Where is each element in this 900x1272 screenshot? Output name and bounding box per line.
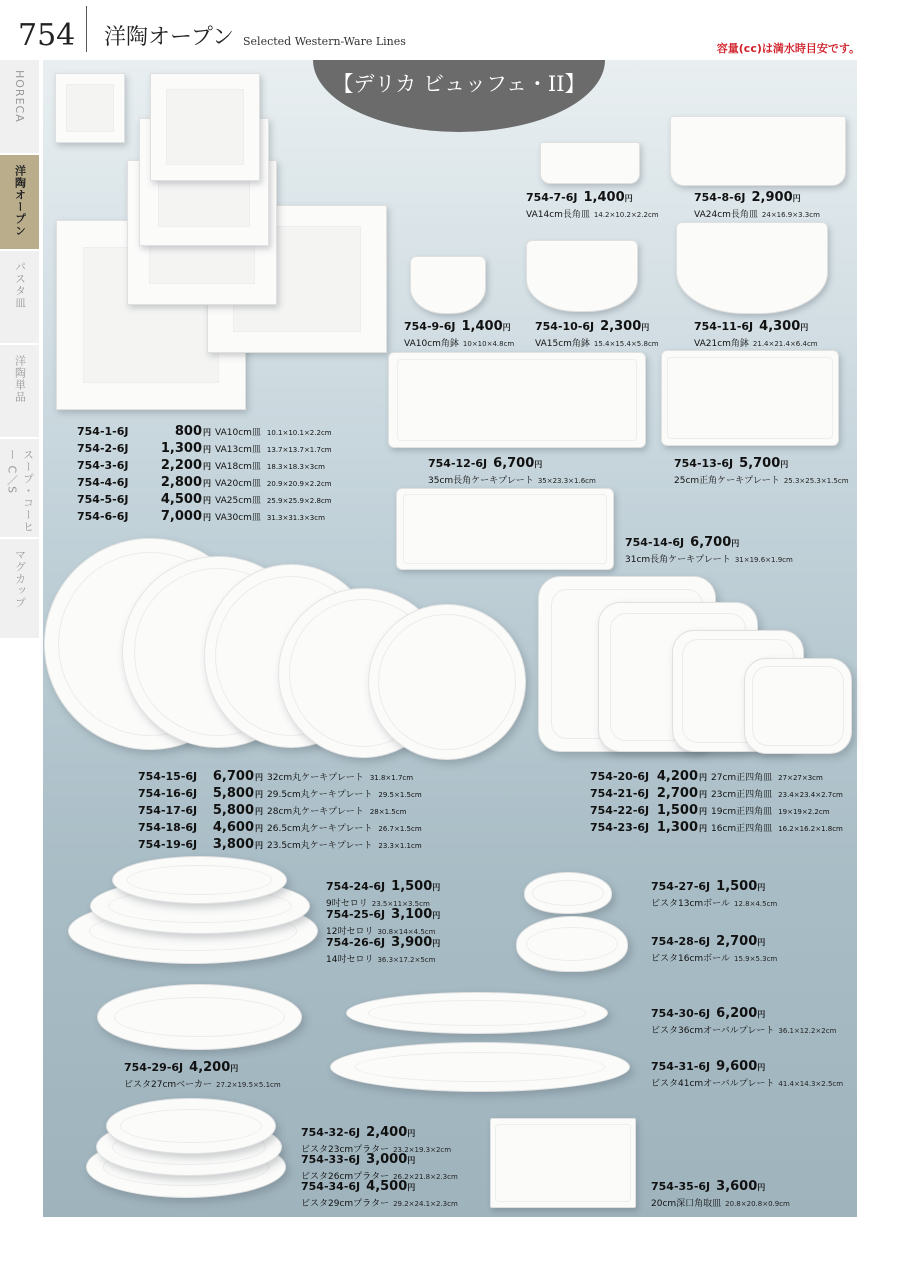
product-price: 3,600 (716, 1179, 758, 1194)
yen-symbol: 円 (502, 323, 511, 332)
square-round-plate-table (590, 765, 843, 833)
yen-symbol: 円 (800, 323, 809, 332)
product-price: 2,800 (160, 475, 202, 490)
page-title: 洋陶オープン (104, 25, 235, 50)
square-bowl-21-image (676, 222, 828, 314)
product-price: 4,500 (366, 1179, 408, 1194)
product-name: 25cm正角ケーキプレート (674, 476, 780, 486)
product-size: 26.7×1.5cm (378, 825, 422, 833)
yen-symbol: 円 (757, 938, 766, 947)
product-code: 754-8-6J (694, 191, 746, 204)
yen-symbol: 円 (534, 460, 543, 469)
table-row (138, 782, 422, 799)
yen-symbol: 円 (432, 939, 441, 948)
product-code: 754-21-6J (590, 787, 650, 800)
yen-symbol: 円 (255, 807, 263, 816)
product-size: 21.4×21.4×6.4cm (752, 340, 818, 348)
product-size: 14.2×10.2×2.2cm (593, 211, 659, 219)
product-price: 3,100 (391, 907, 433, 922)
product-code: 754-4-6J (77, 476, 129, 489)
cake-plate-31-image (396, 488, 614, 570)
yen-symbol: 円 (757, 1183, 766, 1192)
product-code: 754-13-6J (674, 457, 734, 470)
product-code: 754-15-6J (138, 770, 198, 783)
product-price: 1,300 (656, 820, 698, 835)
vista-baker-27-image (97, 984, 302, 1050)
round-cake-plate-23-image (368, 604, 526, 760)
yen-symbol: 円 (203, 445, 211, 454)
yen-symbol: 円 (731, 539, 740, 548)
product-name: VA18cm皿 (215, 462, 261, 472)
product-size: 19×19×2.2cm (778, 808, 830, 816)
product-price: 4,200 (189, 1060, 231, 1075)
celery-9-image (112, 856, 287, 904)
yen-symbol: 円 (624, 194, 633, 203)
product-size: 41.4×14.3×2.5cm (778, 1080, 844, 1088)
product-code: 754-19-6J (138, 838, 198, 851)
product-name: VA10cm角鉢 (404, 339, 459, 349)
long-plate-24-image (670, 116, 846, 186)
product-size: 30.8×14×4.5cm (377, 928, 436, 936)
product-name: ビスタ26cmプラター (301, 1172, 390, 1182)
product-code: 754-33-6J (301, 1153, 361, 1166)
product-code: 754-32-6J (301, 1126, 361, 1139)
product-size: 29.2×24.1×2.3cm (393, 1200, 458, 1208)
product-price: 5,800 (212, 803, 254, 818)
product-price: 2,400 (366, 1125, 408, 1140)
product-code: 754-17-6J (138, 804, 198, 817)
table-row (138, 816, 422, 833)
side-tab-soup-coffee[interactable] (0, 439, 39, 538)
product-size: 31×19.6×1.9cm (734, 556, 793, 564)
product-name: VA10cm皿 (215, 428, 261, 438)
yen-symbol: 円 (255, 841, 263, 850)
product-name: ビスタ13cmボール (651, 899, 730, 909)
side-tab-label: HORECA (13, 70, 26, 123)
product-name: ビスタ36cmオーバルプレート (651, 1026, 775, 1036)
product-code: 754-7-6J (526, 191, 578, 204)
product-code: 754-3-6J (77, 459, 129, 472)
square-plate-table (77, 420, 332, 522)
product-code: 754-35-6J (651, 1180, 711, 1193)
capacity-note: 容量(cc)は満水時目安です。 (716, 42, 860, 55)
product-price: 4,300 (759, 319, 801, 334)
product-754-28 (651, 933, 777, 966)
product-754-35 (651, 1178, 790, 1211)
long-plate-14-image (540, 142, 640, 184)
yen-symbol: 円 (699, 824, 707, 833)
product-name: 23cm正四角皿 (711, 790, 773, 800)
product-name: 28cm丸ケーキプレート (267, 807, 364, 817)
product-name: 26.5cm丸ケーキプレート (267, 824, 373, 834)
product-code: 754-27-6J (651, 880, 711, 893)
product-name: 9吋セロリ (326, 899, 368, 909)
product-size: 31.8×1.7cm (369, 774, 414, 782)
header-divider (86, 6, 87, 52)
side-tab-horeca[interactable] (0, 60, 39, 154)
table-row (590, 765, 843, 782)
product-code: 754-28-6J (651, 935, 711, 948)
product-price: 1,500 (391, 879, 433, 894)
round-plate-table (138, 765, 422, 850)
vista-platter-23-image (106, 1098, 276, 1154)
square-plate-10-image (55, 73, 125, 143)
product-price: 2,900 (751, 190, 793, 205)
table-row (77, 437, 332, 454)
yen-symbol: 円 (792, 194, 801, 203)
yen-symbol: 円 (255, 773, 263, 782)
product-name: ビスタ16cmボール (651, 954, 730, 964)
product-name: VA13cm皿 (215, 445, 261, 455)
product-name: ビスタ27cmベーカー (124, 1080, 212, 1090)
product-name: VA14cm長角皿 (526, 210, 590, 220)
yen-symbol: 円 (203, 479, 211, 488)
product-name: 16cm正四角皿 (711, 824, 773, 834)
product-size: 23.4×23.4×2.7cm (778, 791, 843, 799)
product-size: 26.2×21.8×2.3cm (393, 1173, 458, 1181)
product-price: 6,700 (212, 769, 254, 784)
product-price: 1,500 (656, 803, 698, 818)
yen-symbol: 円 (432, 883, 441, 892)
product-price: 6,700 (690, 535, 732, 550)
yen-symbol: 円 (230, 1064, 239, 1073)
table-row (77, 505, 332, 522)
product-code: 754-30-6J (651, 1007, 711, 1020)
product-754-10 (535, 318, 659, 351)
product-price: 9,600 (716, 1059, 758, 1074)
cake-plate-25-image (661, 350, 839, 446)
product-size: 18.3×18.3×3cm (266, 463, 325, 471)
product-754-13 (674, 455, 849, 488)
vista-bowl-13-image (524, 872, 612, 914)
product-size: 16.2×16.2×1.8cm (778, 825, 843, 833)
product-name: VA15cm角鉢 (535, 339, 590, 349)
product-754-9 (404, 318, 514, 351)
side-tab-label: マグカップ (13, 549, 27, 609)
product-754-11 (694, 318, 818, 351)
product-name: VA21cm角鉢 (694, 339, 749, 349)
product-754-14 (625, 534, 793, 567)
product-code: 754-1-6J (77, 425, 129, 438)
yen-symbol: 円 (699, 807, 707, 816)
deep-square-dish-20-image (490, 1118, 636, 1208)
product-size: 23.2×19.3×2cm (393, 1146, 452, 1154)
product-size: 15.4×15.4×5.8cm (593, 340, 659, 348)
product-name: VA24cm長角皿 (694, 210, 758, 220)
product-code: 754-20-6J (590, 770, 650, 783)
product-size: 10.1×10.1×2.2cm (266, 429, 332, 437)
product-name: 31cm長角ケーキプレート (625, 555, 731, 565)
product-code: 754-18-6J (138, 821, 198, 834)
product-price: 3,900 (391, 935, 433, 950)
yen-symbol: 円 (255, 824, 263, 833)
product-size: 13.7×13.7×1.7cm (266, 446, 332, 454)
page-number: 754 (18, 18, 76, 53)
product-name: 12吋セロリ (326, 927, 374, 937)
product-754-31 (651, 1058, 843, 1091)
yen-symbol: 円 (757, 883, 766, 892)
product-price: 1,400 (583, 190, 625, 205)
product-code: 754-26-6J (326, 936, 386, 949)
product-754-7 (526, 189, 659, 222)
table-row (77, 420, 332, 437)
side-tab-pasta[interactable] (0, 251, 39, 344)
product-size: 25.9×25.9×2.8cm (266, 497, 332, 505)
product-size: 24×16.9×3.3cm (761, 211, 820, 219)
yen-symbol: 円 (407, 1156, 416, 1165)
yen-symbol: 円 (255, 790, 263, 799)
product-price: 6,700 (493, 456, 535, 471)
table-row (138, 765, 422, 782)
product-size: 23.5×11×3.5cm (371, 900, 430, 908)
product-code: 754-24-6J (326, 880, 386, 893)
side-tab-yoto-single[interactable] (0, 345, 39, 438)
product-name: ビスタ29cmプラター (301, 1199, 390, 1209)
product-size: 27×27×3cm (778, 774, 823, 782)
product-code: 754-14-6J (625, 536, 685, 549)
product-754-29 (124, 1059, 281, 1092)
yen-symbol: 円 (203, 496, 211, 505)
product-name: 35cm長角ケーキプレート (428, 476, 534, 486)
product-code: 754-2-6J (77, 442, 129, 455)
side-tab-mug[interactable] (0, 539, 39, 639)
product-price: 6,200 (716, 1006, 758, 1021)
table-row (590, 799, 843, 816)
product-price: 4,600 (212, 820, 254, 835)
table-row (77, 454, 332, 471)
product-code: 754-5-6J (77, 493, 129, 506)
product-size: 10×10×4.8cm (462, 340, 515, 348)
yen-symbol: 円 (407, 1129, 416, 1138)
table-row (138, 799, 422, 816)
product-name: 23.5cm丸ケーキプレート (267, 841, 373, 851)
product-size: 15.9×5.3cm (734, 955, 778, 963)
product-size: 27.2×19.5×5.1cm (216, 1081, 281, 1089)
product-name: VA20cm皿 (215, 479, 261, 489)
product-price: 7,000 (160, 509, 202, 524)
product-754-30 (651, 1005, 836, 1038)
yen-symbol: 円 (203, 513, 211, 522)
product-price: 5,800 (212, 786, 254, 801)
cake-plate-35-image (388, 352, 646, 448)
side-tab-yoto-open[interactable] (0, 155, 39, 250)
table-row (138, 833, 422, 850)
yen-symbol: 円 (757, 1063, 766, 1072)
table-row (590, 782, 843, 799)
product-name: VA30cm皿 (215, 513, 261, 523)
yen-symbol: 円 (432, 911, 441, 920)
square-plate-16-image (744, 658, 852, 754)
product-price: 2,700 (716, 934, 758, 949)
table-row (590, 816, 843, 833)
yen-symbol: 円 (203, 428, 211, 437)
product-price: 4,200 (656, 769, 698, 784)
product-code: 754-23-6J (590, 821, 650, 834)
vista-oval-36-image (346, 992, 608, 1034)
product-754-26 (326, 934, 440, 967)
product-size: 20.8×20.8×0.9cm (725, 1200, 790, 1208)
table-row (77, 488, 332, 505)
table-row (77, 471, 332, 488)
product-754-34 (301, 1178, 458, 1211)
product-code: 754-31-6J (651, 1060, 711, 1073)
product-name: ビスタ23cmプラター (301, 1145, 390, 1155)
product-price: 3,000 (366, 1152, 408, 1167)
vista-oval-41-image (330, 1042, 630, 1092)
product-price: 1,300 (160, 441, 202, 456)
square-bowl-10-image (410, 256, 486, 314)
product-name: 29.5cm丸ケーキプレート (267, 790, 373, 800)
product-size: 36.1×12.2×2cm (778, 1027, 837, 1035)
product-size: 31.3×31.3×3cm (266, 514, 325, 522)
product-price: 2,300 (600, 319, 642, 334)
product-name: 14吋セロリ (326, 955, 374, 965)
product-name: 20cm深口角取皿 (651, 1199, 722, 1209)
product-name: 32cm丸ケーキプレート (267, 773, 364, 783)
yen-symbol: 円 (407, 1183, 416, 1192)
side-tab-label: パスタ皿 (13, 261, 27, 309)
product-code: 754-9-6J (404, 320, 456, 333)
side-tab-label: 洋陶オープン (13, 165, 27, 237)
product-price: 4,500 (160, 492, 202, 507)
product-size: 25.3×25.3×1.5cm (783, 477, 849, 485)
product-754-12 (428, 455, 596, 488)
product-code: 754-10-6J (535, 320, 595, 333)
product-size: 36.3×17.2×5cm (377, 956, 436, 964)
square-plate-13-image (150, 73, 260, 181)
product-code: 754-34-6J (301, 1180, 361, 1193)
yen-symbol: 円 (203, 462, 211, 471)
product-price: 2,200 (160, 458, 202, 473)
product-code: 754-16-6J (138, 787, 198, 800)
product-price: 2,700 (656, 786, 698, 801)
product-size: 35×23.3×1.6cm (537, 477, 596, 485)
product-price: 1,400 (461, 319, 503, 334)
product-code: 754-29-6J (124, 1061, 184, 1074)
product-name: 19cm正四角皿 (711, 807, 773, 817)
page-subtitle: Selected Western-Ware Lines (243, 35, 406, 48)
product-754-27 (651, 878, 777, 911)
product-name: 27cm正四角皿 (711, 773, 773, 783)
product-size: 12.8×4.5cm (734, 900, 778, 908)
yen-symbol: 円 (780, 460, 789, 469)
product-price: 5,700 (739, 456, 781, 471)
product-size: 23.3×1.1cm (378, 842, 422, 850)
yen-symbol: 円 (699, 773, 707, 782)
product-price: 3,800 (212, 837, 254, 852)
square-bowl-15-image (526, 240, 638, 312)
vista-bowl-16-image (516, 916, 628, 972)
product-754-8 (694, 189, 820, 222)
product-size: 29.5×1.5cm (378, 791, 422, 799)
product-code: 754-22-6J (590, 804, 650, 817)
product-code: 754-6-6J (77, 510, 129, 523)
yen-symbol: 円 (757, 1010, 766, 1019)
product-size: 20.9×20.9×2.2cm (266, 480, 332, 488)
yen-symbol: 円 (699, 790, 707, 799)
product-price: 1,500 (716, 879, 758, 894)
product-name: VA25cm皿 (215, 496, 261, 506)
product-name: ビスタ41cmオーバルプレート (651, 1079, 775, 1089)
product-size: 28×1.5cm (369, 808, 407, 816)
product-code: 754-12-6J (428, 457, 488, 470)
series-banner: 【デリカ ビュッフェ・II】 (313, 60, 605, 132)
product-price: 800 (174, 424, 202, 439)
product-code: 754-25-6J (326, 908, 386, 921)
side-tab-label: 洋陶単品 (13, 355, 27, 403)
side-tab-label: スープ・コーヒー C／S (5, 449, 35, 533)
yen-symbol: 円 (641, 323, 650, 332)
product-code: 754-11-6J (694, 320, 754, 333)
